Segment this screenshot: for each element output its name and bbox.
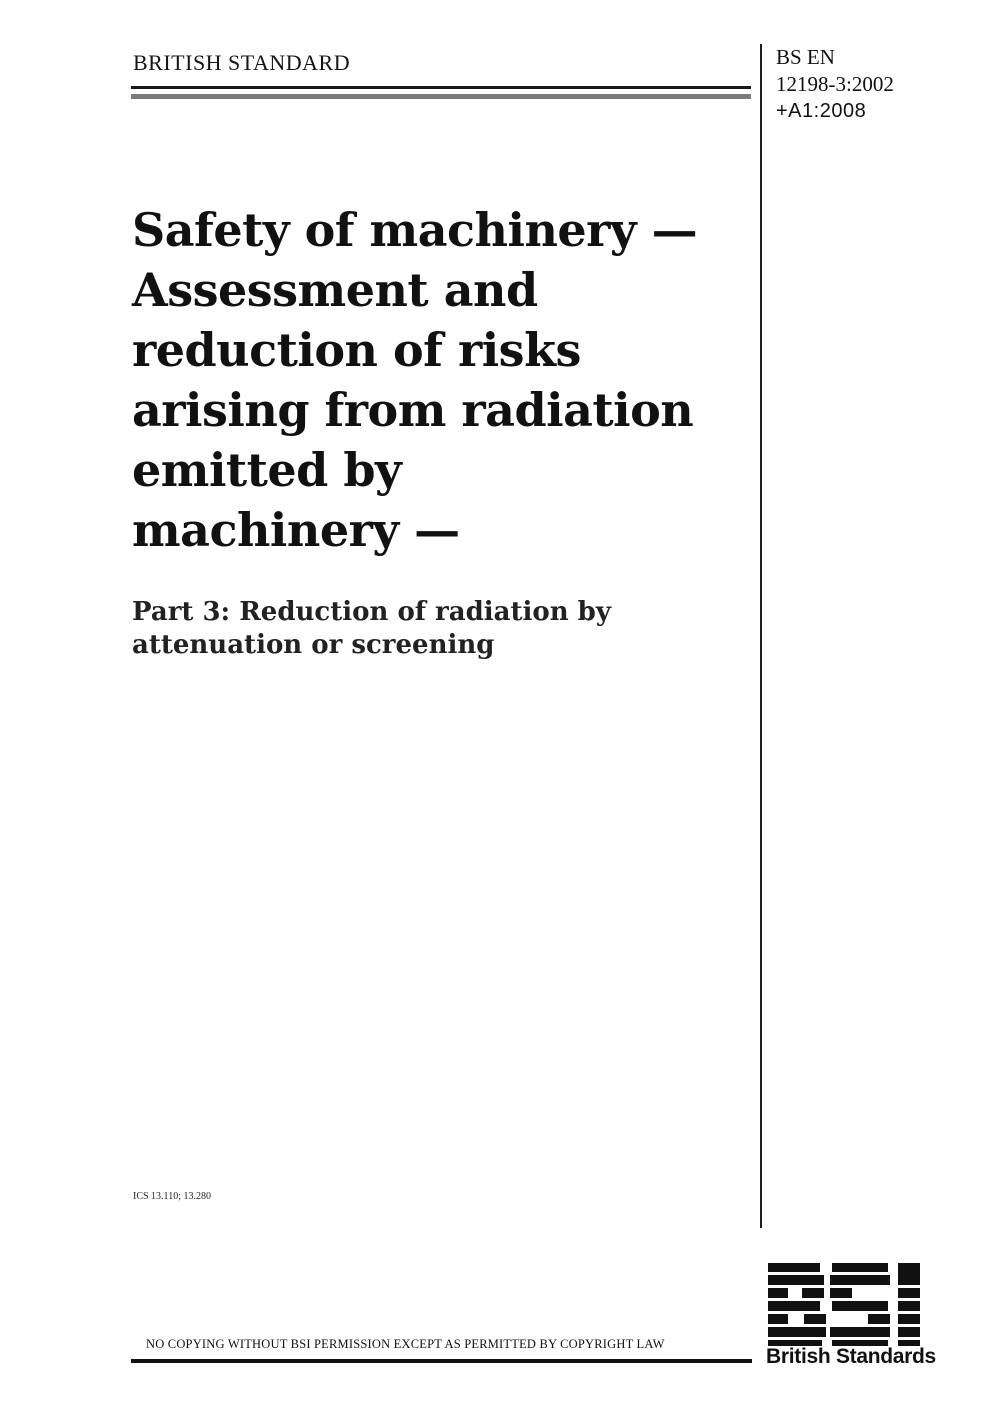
- header-rule-lower: [131, 94, 751, 99]
- copyright-notice: NO COPYING WITHOUT BSI PERMISSION EXCEPT AS PERMITTED BY COPYRIGHT LAW: [146, 1337, 665, 1351]
- document-subtitle: [132, 596, 752, 662]
- title-line: arising from radiation: [132, 383, 694, 437]
- reference-line-3: +A1:2008: [776, 100, 867, 122]
- title-line: Assessment and: [132, 263, 538, 317]
- footer-rule: [131, 1359, 752, 1363]
- bsi-wordmark: British Standards: [766, 1345, 936, 1368]
- title-line: Safety of machinery —: [132, 203, 698, 257]
- ics-code: ICS 13.110; 13.280: [133, 1191, 211, 1202]
- standard-reference: [776, 44, 894, 125]
- reference-line-2: 12198-3:2002: [776, 72, 894, 96]
- title-line: emitted by: [132, 443, 402, 497]
- title-line: reduction of risks: [132, 323, 581, 377]
- subtitle-line: Part 3: Reduction of radiation by: [132, 597, 611, 627]
- vertical-divider: [760, 44, 762, 1228]
- reference-line-1: BS EN: [776, 45, 835, 69]
- title-line: machinery —: [132, 503, 460, 557]
- subtitle-line: attenuation or screening: [132, 630, 495, 660]
- header-rule-upper: [131, 86, 751, 89]
- header-label: BRITISH STANDARD: [133, 50, 351, 75]
- document-title: [132, 200, 752, 560]
